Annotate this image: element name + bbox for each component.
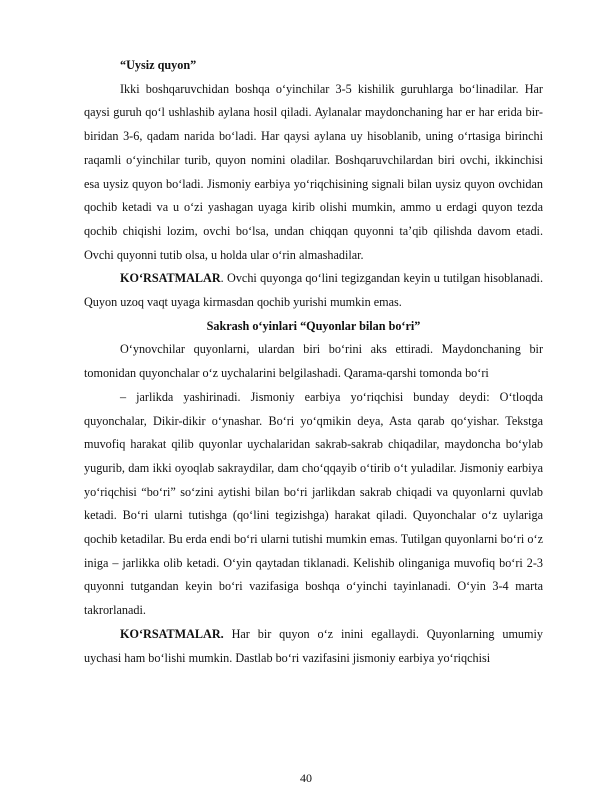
instructions-label: KO‘RSATMALAR. bbox=[120, 626, 224, 641]
instructions-label: KO‘RSATMALAR bbox=[120, 271, 221, 286]
game-description-paragraph: O‘ynovchilar quyonlarni, ulardan biri bo‘rini aks ettiradi. Maydonchaning bir tomonidan quyonchalar o‘z uychalarini belgilashadi. Qarama-qarshi tomonda bo‘ri bbox=[84, 342, 543, 381]
game-description-paragraph: – jarlikda yashirinadi. Jismoniy earbiya yo‘riqchisi bunday deydi: O‘tloqda quyonchalar, Dikir-dikir o‘ynashar. Bo‘ri yo‘qmikin deya, Asta qarab qo‘yishar. Tekstga muvofiq harakat qilib quyonlar uychalaridan sakrab-sakrab chiqadilar, maydoncha bo‘ylab yugurib, dam ikki oyoqlab sakraydilar, dam cho‘qqayib o‘tirib o‘t yuladilar. Jismoniy earbiya yo‘riqchisi “bo‘ri” so‘zini aytishi bilan bo‘ri jarlikdan sakrab chiqadi va quyonlarni quvlab ketadi. Bo‘ri ularni tutishga (qo‘lini tegizishga) harakat qiladi. Quyonchalar o‘z uylariga qochib ketadilar. Bu erda endi bo‘ri ularni tutishi mumkin emas. Tutilgan quyonlarni bo‘ri o‘z iniga – jarlikka olib ketadi. O‘yin qaytadan tiklanadi. Kelishib olinganiga muvofiq bo‘ri 2-3 quyonni tutgandan keyin bo‘ri vazifasiga boshqa o‘yinchi tayinlanadi. O‘yin 3-4 marta takrorlanadi. bbox=[84, 389, 543, 618]
game-description-paragraph: Ikki boshqaruvchidan boshqa o‘yinchilar 3-5 kishilik guruhlarga bo‘linadilar. Har qaysi guruh qo‘l ushlashib aylana hosil qiladi. Aylanalar maydonchaning har er har erida bir-biridan 3-6, qadam narida bo‘ladi. Har qaysi aylana uy hisoblanib, uning o‘rtasiga birinchi raqamli o‘yinchilar turib, quyon nomini oladilar. Boshqaruvchilardan biri ovchi, ikkinchisi esa uysiz quyon bo‘ladi. Jismoniy earbiya yo‘riqchisining signali bilan uysiz quyon ovchidan qochib ketadi va u o‘zi yashagan uyaga kirib olishi mumkin, ammo u erdagi quyon tezda qochib chiqishi lozim, ovchi bo‘lsa, undan chiqqan quyonni ta’qib qilishda davom etadi. Ovchi quyonni tutib olsa, u holda ular o‘rin almashadilar. bbox=[84, 81, 543, 262]
instructions-paragraph bbox=[84, 267, 543, 314]
instructions-text: . Ovchi quyonga qo‘lini tegizgandan keyin u tutilgan hisoblanadi. Quyon uzoq vaqt uyaga kirmasdan qochib yurishi mumkin emas. bbox=[84, 271, 543, 310]
document-page bbox=[84, 54, 543, 670]
section-heading-jumping-games: Sakrash o‘yinlari “Quyonlar bilan bo‘ri” bbox=[206, 318, 421, 333]
page-number: 40 bbox=[300, 771, 312, 785]
instructions-paragraph bbox=[84, 623, 543, 670]
game-title-uysiz-quyon: “Uysiz quyon” bbox=[120, 58, 197, 72]
instructions-text: Har bir quyon o‘z inini egallaydi. Quyonlarning umumiy uychasi ham bo‘lishi mumkin. Dastlab bo‘ri vazifasini jismoniy earbiya yo‘riqchisi bbox=[84, 626, 543, 665]
